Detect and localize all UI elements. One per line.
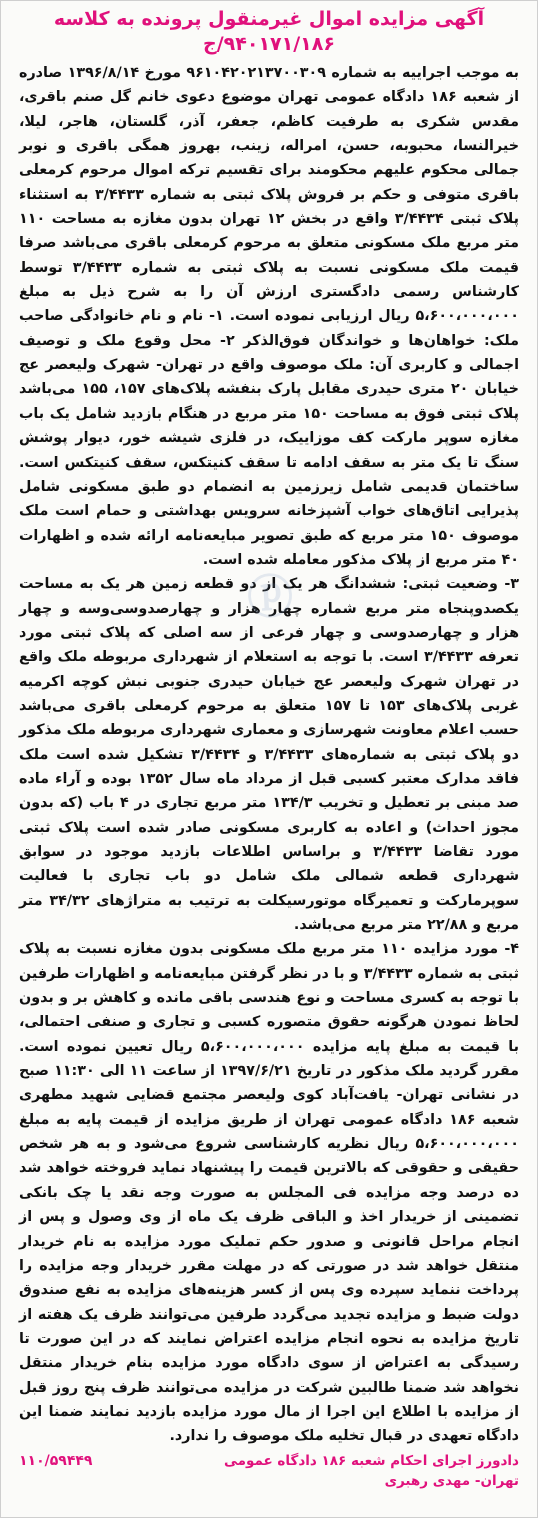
signature-line-2: تهران- مهدی رهبری (384, 1472, 519, 1489)
notice-title: آگهی مزایده اموال غیرمنقول پرونده به کلاسه (53, 8, 485, 30)
signature-block (224, 1451, 519, 1491)
notice-footer (19, 1451, 519, 1491)
notice-paragraph-3: ۴- مورد مزایده ۱۱۰ متر مربع ملک مسکونی بدون مغازه نسبت به پلاک ثبتی به شماره ۳/۴۴۳۳ و با در نظر گرفتن مبایعه‌نامه و اظهارات طرفین با توجه به کسری مساحت و نوع هندسی باقی مانده و کاهش بر و بدون لحاظ نمودن هرگونه حقوق متصوره کسبی و تجاری و صنفی احتمالی، با قیمت به مبلغ پایه مزایده ۵،۶۰۰،۰۰۰،۰۰۰ ریال تعیین نموده است. مقرر گردید ملک مذکور در تاریخ ۱۳۹۷/۶/۲۱ از ساعت ۱۱ الی ۱۱:۳۰ صبح در نشانی تهران- یافت‌آباد کوی ولیعصر مجتمع قضایی شهید مطهری شعبه ۱۸۶ دادگاه عمومی تهران از طریق مزایده از قیمت پایه به مبلغ ۵،۶۰۰،۰۰۰،۰۰۰ ریال نظریه کارشناسی شروع می‌شود و به هر شخص حقیقی و حقوقی که بالاترین قیمت را پیشنهاد نماید فروخته خواهد شد ده درصد وجه مزایده فی المجلس به صورت وجه نقد یا چک بانکی تضمینی از خریدار اخذ و الباقی ظرف یک ماه از وی وصول و پس از انجام مراحل قانونی و صدور حکم تملیک مورد مزایده به نام خریدار منتقل خواهد شد در صورتی که در مهلت مقرر خریدار وجه مزایده را پرداخت ننماید سپرده وی پس از کسر هزینه‌های مزایده به نفع صندوق دولت ضبط و مزایده تجدید می‌گردد طرفین می‌توانند ظرف یک هفته از تاریخ مزایده به نحوه انجام مزایده اعتراض نمایند که در این صورت تا رسیدگی به اعتراض از سوی دادگاه مورد مزایده بنام خریدار منتقل نخواهد شد ضمنا طالبین شرکت در مزایده می‌توانند ظرف پنج روز قبل از مزایده با اطلاع این اجرا از مال مورد مزایده بازدید نمایند ضمنا این دادگاه تعهدی در قبال تخلیه ملک موصوف را ندارد. (19, 941, 520, 1445)
notice-paragraph-2: ۳- وضعیت ثبتی: ششدانگ هر یک از دو قطعه زمین هر یک به مساحت یکصدوپنجاه متر مربع شماره چهار هزار و چهارصدوسی‌وسه و چهار هزار و چهارصدوسی و چهار فرعی از سه اصلی که پلاک ثبتی مورد تعرفه ۳/۴۴۳۳ است. با توجه به استعلام از شهرداری مربوطه ملک واقع در تهران شهرک ولیعصر عج خیابان حیدری جنوبی نبش کوچه اکرمیه غربی پلاک‌های ۱۵۳ تا ۱۵۷ متعلق به مرحوم کرمعلی باقری می‌باشد حسب اعلام معاونت شهرسازی و معماری شهرداری مربوطه ملک مذکور دو پلاک ثبتی به شماره‌های ۳/۴۴۳۳ و ۳/۴۴۳۴ تشکیل شده است ملک فاقد مدارک معتبر کسبی قبل از مرداد ماه سال ۱۳۵۲ بوده و آراء ماده صد مبنی بر تعطیل و تخریب ۱۳۴/۳ متر مربع تجاری در ۴ باب (که بدون مجوز احداث) و اعاده به کاربری مسکونی صادر شده است پلاک ثبتی مورد تقاضا ۳/۴۴۳۳ و براساس اطلاعات بازدید موجود در سوابق شهرداری قطعه شمالی ملک شامل دو باب تجاری با فعالیت سوپرمارکت و تعمیرگاه موتورسیکلت به ترتیب به متراژهای ۳۴/۳۲ متر مربع و ۲۲/۸۸ متر مربع می‌باشد. (19, 576, 519, 934)
notice-paragraph-1: به موجب اجراییه به شماره ۹۶۱۰۴۲۰۲۱۳۷۰۰۳۰۹ مورخ ۱۳۹۶/۸/۱۴ صادره از شعبه ۱۸۶ دادگاه عمومی تهران موضوع دعوی خانم گل صنم باقری، مقدس شکری به طرفیت کاظم، جعفر، آذر، گلستان، هاجر، لیلا، خیرالنسا، محبوبه، حسن، امراله، زینب، بهروز همگی باقری و نوبر جمالی محکوم علیهم محکومند برای تقسیم ترکه اموال مرحوم کرمعلی باقری متوفی و حکم بر فروش پلاک ثبتی به شماره ۳/۴۴۳۳ به استثناء پلاک ثبتی ۳/۴۴۳۴ واقع در بخش ۱۲ تهران بدون مغازه به مساحت ۱۱۰ متر مربع ملک مسکونی متعلق به مرحوم کرمعلی باقری می‌باشد صرفا قیمت ملک مسکونی نسبت به پلاک ثبتی به شماره ۳/۴۴۳۳ توسط کارشناس رسمی دادگستری ارزش آن را به شرح ذیل به مبلغ ۵،۶۰۰،۰۰۰،۰۰۰ ریال ارزیابی نموده است. ۱- نام و نام خانوادگی صاحب ملک: خواهان‌ها و خواندگان فوق‌الذکر ۲- محل وقوع ملک و توصیف اجمالی و کاربری آن: ملک موصوف واقع در تهران- شهرک ولیعصر عج خیابان ۲۰ متری حیدری مقابل پارک بنفشه پلاک‌های ۱۵۷، ۱۵۵ می‌باشد پلاک ثبتی فوق به مساحت ۱۵۰ متر مربع در هنگام بازدید شامل یک باب مغازه سوپر مارکت کف موزاییک، در فلزی شیشه خور، دیوار پوشش سنگ تا یک متر به سقف ادامه تا سقف کنیتکس، سقف کنیتکس است. ساختمان قدیمی شامل زیرزمین به انضمام دو طبق مسکونی شامل پذیرایی اتاق‌های خواب آشپزخانه سرویس بهداشتی و حمام است ملک موصوف ۱۵۰ متر مربع که طبق تصویر مبایعه‌نامه ارائه شده و اظهارات ۴۰ متر مربع از پلاک مذکور معامله شده است. (19, 65, 520, 568)
signature-line-1: دادورز اجرای احکام شعبه ۱۸۶ دادگاه عمومی (223, 1452, 519, 1469)
watermark-logo: ⓟ (245, 568, 295, 626)
case-number: ۹۴۰۱۷۱/۱۸۶/ج (203, 33, 335, 55)
notice-code: ۱۱۰/۵۹۴۴۹ (19, 1452, 93, 1469)
